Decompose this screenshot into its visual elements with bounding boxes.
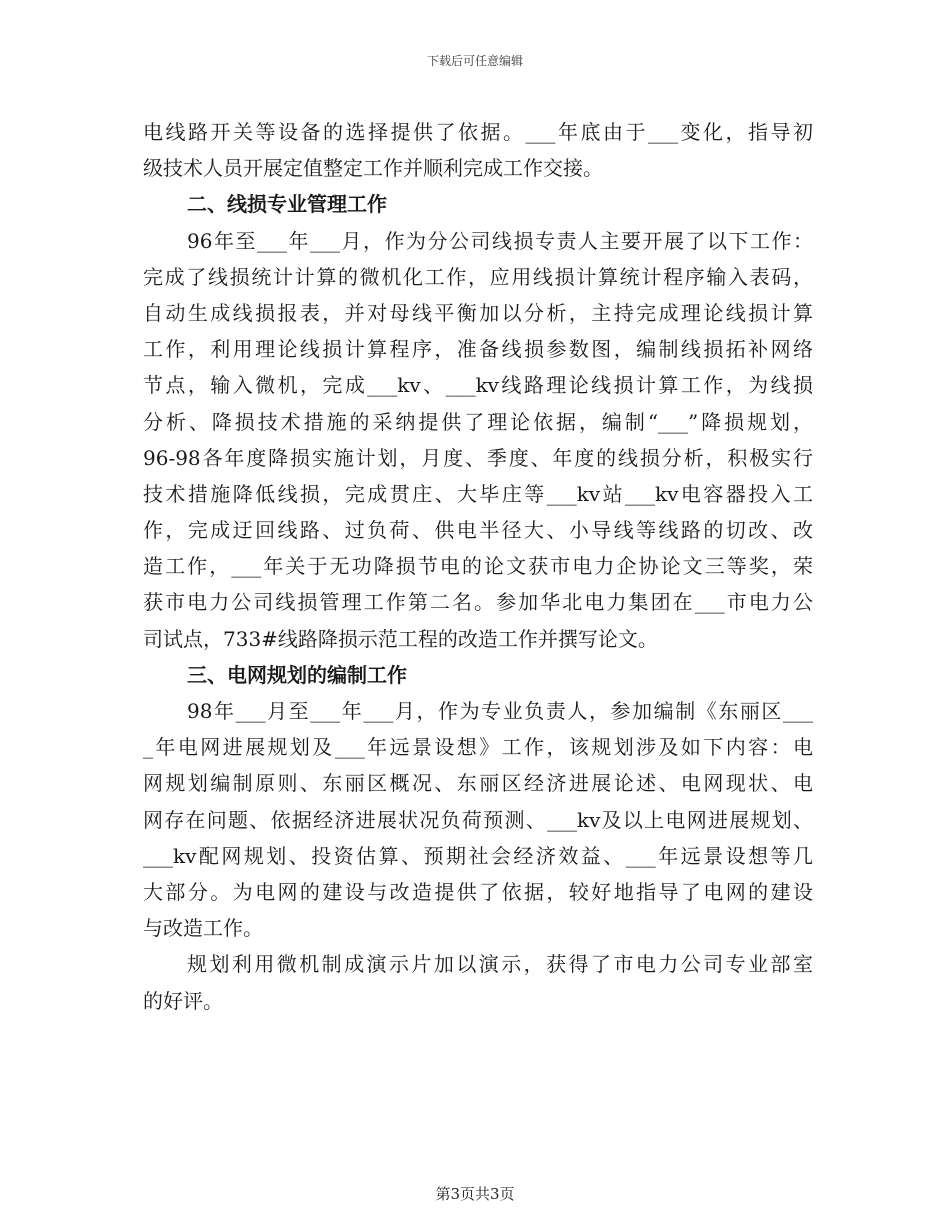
paragraph-line: _年电网进展规划及___年远景设想》工作，该规划涉及如下内容：电 [143,735,813,760]
page-number: 第3页共3页 [435,1185,515,1203]
paragraph-line: 获市电力公司线损管理工作第二名。参加华北电力集团在___市电力公 [143,590,813,615]
paragraph-line: 96年至___年___月，作为分公司线损专责人主要开展了以下工作： [187,228,813,253]
paragraph-line: 级技术人员开展定值整定工作并顺利完成工作交接。 [143,156,603,181]
paragraph-line: 工作，利用理论线损计算程序，准备线损参数图，编制线损拓补网络 [143,337,813,362]
paragraph-line: 完成了线损统计计算的微机化工作，应用线损计算统计程序输入表码， [143,264,813,289]
paragraph-line: 作，完成迂回线路、过负荷、供电半径大、小导线等线路的切改、改 [143,518,813,543]
paragraph-line: 与改造工作。 [143,916,263,941]
paragraph-line: 的好评。 [143,988,223,1013]
paragraph-line: 96-98各年度降损实施计划，月度、季度、年度的线损分析，积极实行 [143,445,813,470]
paragraph-line: 大部分。为电网的建设与改造提供了依据，较好地指导了电网的建设 [143,879,813,904]
paragraph-line: 造工作，___年关于无功降损节电的论文获市电力企协论文三等奖，荣 [143,554,813,579]
page-header: 下载后可任意编辑 [426,54,523,68]
section-heading: 二、线损专业管理工作 [187,192,387,217]
paragraph-line: 自动生成线损报表，并对母线平衡加以分析，主持完成理论线损计算 [143,300,813,325]
paragraph-line: ___kv配网规划、投资估算、预期社会经济效益、___年远景设想等几 [143,843,813,868]
document-body [143,114,813,1019]
paragraph-line: 司试点，733#线路降损示范工程的改造工作并撰写论文。 [143,626,658,651]
paragraph-line: 电线路开关等设备的选择提供了依据。___年底由于___变化，指导初 [143,120,813,144]
paragraph-line: 节点，输入微机，完成___kv、___kv线路理论线损计算工作，为线损 [143,373,813,398]
paragraph-line: 分析、降损技术措施的采纳提供了理论依据，编制“___”降损规划， [143,409,813,434]
paragraph-line: 网规划编制原则、东丽区概况、东丽区经济进展论述、电网现状、电 [143,771,813,796]
paragraph-line: 网存在问题、依据经济进展状况负荷预测、___kv及以上电网进展规划、 [143,807,813,832]
paragraph-line: 98年___月至___年___月，作为专业负责人，参加编制《东丽区___ [187,699,813,723]
paragraph-line: 技术措施降低线损，完成贯庄、大毕庄等___kv站___kv电容器投入工 [143,481,813,506]
paragraph-line: 规划利用微机制成演示片加以演示，获得了市电力公司专业部室 [187,952,813,977]
section-heading: 三、电网规划的编制工作 [187,662,407,687]
